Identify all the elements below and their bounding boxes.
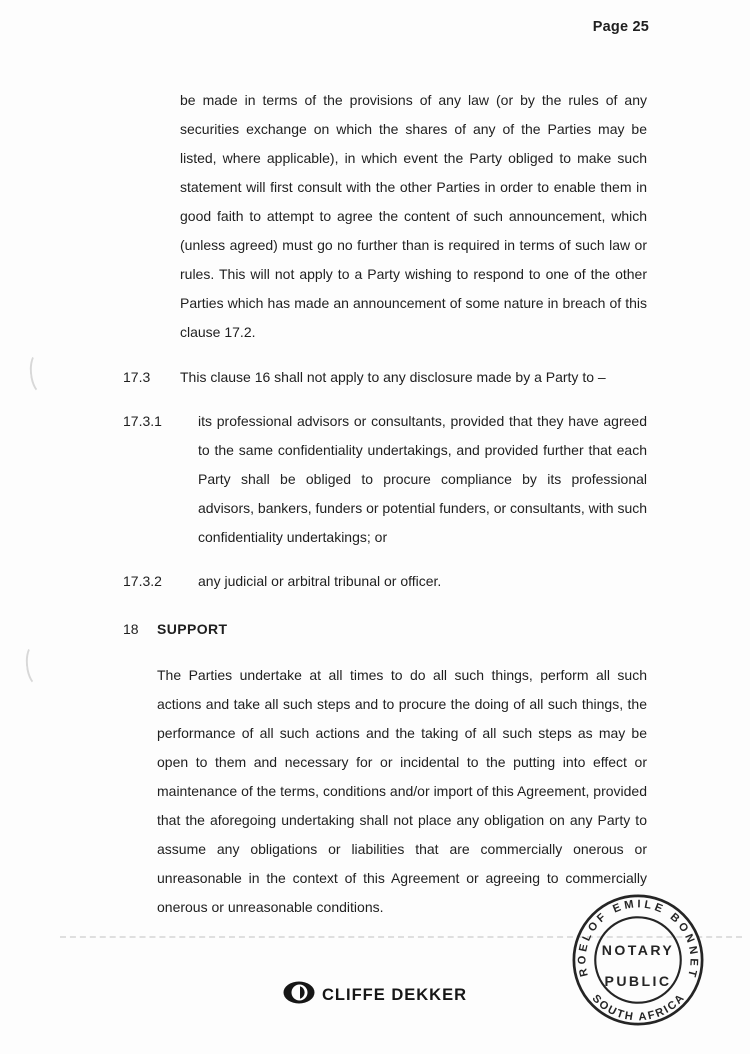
stamp-notary-text: NOTARY [601,942,675,959]
clause-17-3-2 [123,567,647,596]
section-18-paragraph: The Parties undertake at all times to do all such things, perform all such actions and take all such steps and to procure the doing of all such things, the performance of all such actions and the taking of all such steps as may be open to them and necessary for or incidental to the putting into effect or maintenance of the terms, conditions and/or import of this Agreement, provided that the aforegoing undertaking shall not place any obligation on any Party to assume any obligations or liabilities that are commercially onerous or unreasonable in the context of this Agreement or agreeing to commercially onerous or unreasonable conditions. [157,667,647,915]
page-number: Page 25 [592,19,649,35]
firm-name: CLIFFE DEKKER [322,985,467,1004]
section-18-heading-row [123,615,647,644]
stamp-inner-ring [595,917,680,1002]
scan-artifact-paren [24,643,48,687]
stamp-public-text: PUBLIC [604,973,672,990]
cliffe-dekker-logo-icon [283,981,315,1009]
stamp-arc-bottom-text: SOUTH AFRICA [589,992,687,1024]
scan-artifact-paren [28,351,52,395]
clause-text: its professional advisors or consultants, provided that they have agreed to the same confidentiality undertakings, and provided further that each Party shall be obliged to procure compliance by its professional advisors, bankers, funders or potential funders, or consultants, with such confidentiality undertakings; or [198,413,648,545]
section-heading: SUPPORT [157,621,228,637]
clause-number: 17.3.2 [123,573,162,589]
clause-number: 17.3 [123,369,151,385]
notary-stamp [570,892,706,1028]
stamp-outer-ring [574,896,702,1024]
stamp-arc-top-text: ROELOF EMILE BONNET [576,898,700,978]
clause-text: This clause 16 shall not apply to any disclosure made by a Party to – [180,369,606,385]
section-number: 18 [123,621,139,637]
clause-17-3 [123,363,647,392]
clause-number: 17.3.1 [123,413,162,429]
document-body [123,86,647,922]
clause-text: any judicial or arbitral tribunal or officer. [198,573,442,589]
clause-17-3-1 [123,407,647,552]
intro-paragraph: be made in terms of the provisions of any law (or by the rules of any securities exchange on which the shares of any of the Parties may be listed, where applicable), in which event the Party obliged to make such statement will first consult with the other Parties in order to enable them in good faith to attempt to agree the content of such announcement, which (unless agreed) must go no further than is required in terms of such law or rules. This will not apply to a Party wishing to respond to one of the other Parties which has made an announcement of some nature in breach of this clause 17.2. [180,92,647,340]
